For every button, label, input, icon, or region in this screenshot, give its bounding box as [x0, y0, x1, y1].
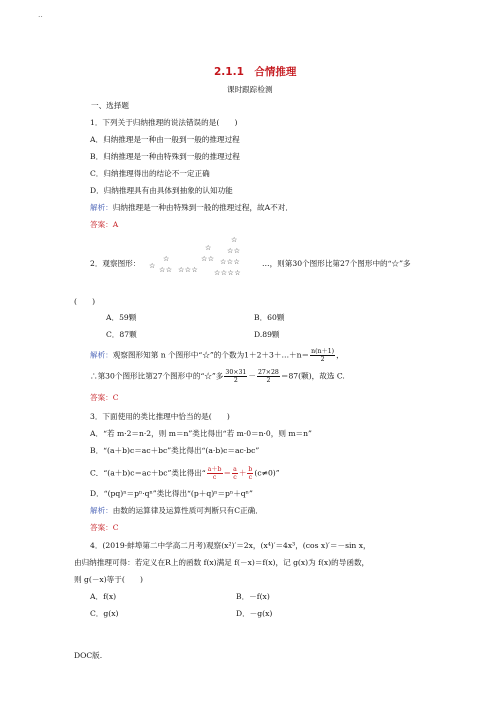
- q3-option-b: B．“(a＋b)c＝ac＋bc”类比得出“(a·b)c＝ac·bc”: [90, 446, 260, 455]
- q2-option-c: C．87颗: [106, 330, 137, 339]
- q3-stem: 3．下面使用的类比推理中恰当的是( ): [90, 412, 230, 421]
- q2-analysis: 解析：观察图形知第 n 个图形中“☆”的个数为1＋2＋3＋…＋n＝ $\frac{n(n+1)}{2}$ ，: [90, 348, 344, 363]
- q4-option-c: C．g(x): [90, 609, 119, 618]
- q1-option-c: C．归纳推理得出的结论不一定正确: [90, 169, 210, 178]
- q3-fraction-2: $\frac{a}{c}$: [233, 466, 237, 481]
- analysis-label: 解析：: [90, 506, 113, 515]
- q2-suffix: …，则第30个图形比第27个图形中的“☆”多: [262, 259, 411, 268]
- q3-option-a: A．“若 m·2＝n·2，则 m＝n”类比得出“若 m·0＝n·0，则 m＝n”: [90, 429, 312, 438]
- q1-analysis: [90, 203, 293, 213]
- q2-analysis-fraction: $\frac{n(n+1)}{2}$: [311, 348, 335, 363]
- q4-option-d: D．－g(x): [236, 609, 273, 618]
- q2-analysis-text: 观察图形知第 n 个图形中“☆”的个数为1＋2＋3＋…＋n＝: [112, 350, 310, 360]
- document-page: .. 2.1.1 合情推理 课时跟踪检测 一、选择题 1．下列关于归纳推理的说法错误的是( ) A．归纳推理是一种由一般到一般的推理过程 B．归纳推理是一种由特殊到一般的推理过程 C．归纳推理得出的结论不一定正确 D．归纳推理具有由具体到抽象的认知功能 解析：归纳推理是一种由特殊到一般的推理过程，故A不对． 答案：A 2．观察图形： ☆ ☆ ☆☆ ☆ ☆☆ ☆☆☆ ☆ ☆☆ ☆☆☆ ☆☆☆☆ …，则第30个图形比第27个图形中的“☆”多 ( ) A．59颗 B．60颗 C．87颗 D.89颗 解析：观察图形知第 n 个图形中“☆”的个数为1＋2＋3＋…＋n＝ $\frac{n(n+1)}{2}$ ， ∴第30个图形比第27个图形中的“☆”多 $\frac{30\times 31}{2}$ － $\frac{27\times 28}{2}$ ＝87(颗)，故选 C. 答案：C 3．下面使用的类比推理中恰当的是( ) A．“若 m·2＝n·2，则 m＝n”类比得出“若 m·0＝n·0，则 m＝n” B．“(a＋b)c＝ac＋bc”类比得出“(a·b)c＝ac·bc” C．“(a＋b)c＝ac＋bc”类比得出“ $\frac{a+b}{c}$ ＝ $\frac{a}{c}$ ＋ $\frac{b}{c}$ (c≠0)” D．“(pq)ⁿ＝pⁿ·qⁿ”类比得出“(p＋q)ⁿ＝pⁿ＋qⁿ” 解析：由数的运算律及运算性质可判断只有C正确． 答案：C 4．(2019·蚌埠第二中学高二月考)观察(x²)′＝2x，(x⁴)′＝4x³，(cos x)′＝－sin x， 由归纳推理可得：若定义在R上的函数 f(x)满足 f(－x)＝f(x)，记 g(x)为 f(x)的导函数， 则 g(－x)等于( ) A．f(x) B．－f(x) C．g(x) D．－g(x) DOC版.: [38, 10, 411, 660]
- q4-line1: 4．(2019·蚌埠第二中学高二月考)观察(x²)′＝2x，(x⁴)′＝4x³，(cos x)′＝－sin x，: [90, 541, 371, 550]
- header-mark: ..: [38, 10, 43, 19]
- page-footer: DOC版.: [74, 651, 103, 660]
- q2-fraction-a: $\frac{30\times 31}{2}$: [225, 369, 247, 384]
- q1-option-b: B．归纳推理是一种由特殊到一般的推理过程: [90, 152, 240, 161]
- q3-option-c: C．“(a＋b)c＝ac＋bc”类比得出“ $\frac{a+b}{c}$ ＝ $\frac{a}{c}$ ＋ $\frac{b}{c}$ (c≠0)”: [90, 466, 280, 481]
- q2-fraction-b: $\frac{27\times 28}{2}$: [257, 369, 279, 384]
- q3-analysis-text: 由数的运算律及运算性质可判断只有C正确．: [112, 506, 263, 515]
- analysis-label: 解析：: [90, 350, 113, 360]
- page-title: 2.1.1 合情推理: [214, 66, 297, 78]
- q4-line2: 由归纳推理可得：若定义在R上的函数 f(x)满足 f(－x)＝f(x)，记 g(x)为 f(x)的导函数，: [74, 558, 370, 567]
- page-subtitle: 课时跟踪检测: [227, 85, 273, 94]
- q4-option-b: B．－f(x): [236, 592, 270, 601]
- section-heading: 一、选择题: [91, 101, 129, 110]
- q2-option-d: D.89颗: [254, 330, 280, 339]
- q3-analysis: [90, 506, 263, 516]
- q3-fraction-1: $\frac{a+b}{c}$: [207, 466, 222, 481]
- q3-answer: 答案：C: [90, 523, 119, 532]
- q4-line3: 则 g(－x)等于( ): [74, 575, 143, 584]
- q3-fraction-3: $\frac{b}{c}$: [248, 466, 253, 481]
- q1-option-d: D．归纳推理具有由具体到抽象的认知功能: [90, 186, 233, 195]
- q1-option-a: A．归纳推理是一种由一般到一般的推理过程: [90, 135, 240, 144]
- q1-answer: 答案：A: [90, 220, 119, 229]
- q2-option-a: A．59颗: [106, 313, 137, 322]
- q1-stem: 1．下列关于归纳推理的说法错误的是( ): [90, 118, 238, 127]
- q2-prefix: 2．观察图形：: [90, 259, 141, 268]
- q2-analysis-line2: ∴第30个图形比第27个图形中的“☆”多 $\frac{30\times 31}{2}$ － $\frac{27\times 28}{2}$ ＝87(颗)，故选 C.: [90, 369, 345, 384]
- q2-answer: 答案：C: [90, 393, 119, 402]
- q2-paren: ( ): [74, 297, 96, 306]
- q2-option-b: B．60颗: [254, 313, 285, 322]
- q1-analysis-text: 归纳推理是一种由特殊到一般的推理过程，故A不对．: [112, 203, 293, 212]
- q3-option-d: D．“(pq)ⁿ＝pⁿ·qⁿ”类比得出“(p＋q)ⁿ＝pⁿ＋qⁿ”: [90, 489, 253, 498]
- analysis-label: 解析：: [90, 203, 113, 212]
- q4-option-a: A．f(x): [90, 592, 117, 601]
